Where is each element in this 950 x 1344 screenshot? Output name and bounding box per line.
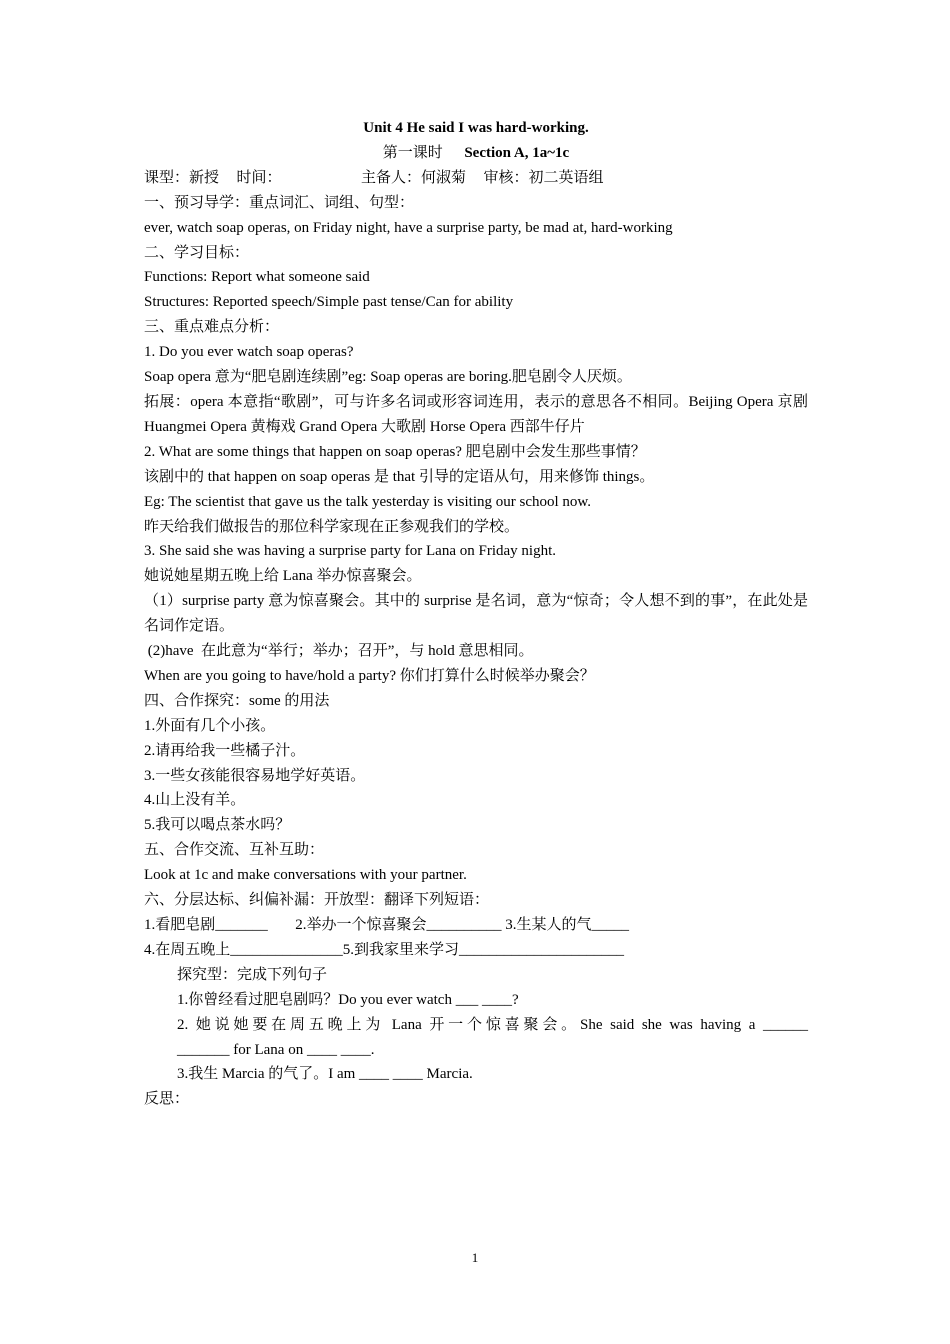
analysis-point-2-example-translation: 昨天给我们做报告的那位科学家现在正参观我们的学校。: [144, 518, 520, 535]
document-title: Unit 4 He said I was hard-working.: [363, 120, 589, 136]
lesson-type: 课型：新授: [144, 169, 220, 186]
section-label: Section A, 1a~1c: [464, 144, 570, 161]
section-heading-exchange: 五、合作交流、互补互助：: [144, 842, 325, 859]
inquiry-item-3: 3.我生 Marcia 的气了。I am ____ ____ Marcia.: [177, 1066, 473, 1083]
analysis-point-1: 1. Do you ever watch soap operas?: [144, 344, 354, 361]
inquiry-item-2-line-1: 2. 她说她要在周五晚上为 Lana 开一个惊喜聚会。She said she was having a ______: [177, 1016, 808, 1033]
explore-item-1: 1.外面有几个小孩。: [144, 717, 276, 734]
analysis-point-2-note: 该剧中的 that happen on soap operas 是 that 引导的定语从句，用来修饰 things。: [144, 468, 655, 485]
preview-items: ever, watch soap operas, on Friday night, have a surprise party, be mad at, hard-working: [144, 219, 673, 236]
analysis-point-2: 2. What are some things that happen on soap operas? 肥皂剧中会发生那些事情？: [144, 443, 646, 460]
inquiry-item-1: 1.你曾经看过肥皂剧吗？Do you ever watch ___ ____?: [177, 991, 519, 1008]
lesson-preparer: 主备人：何淑菊: [361, 169, 467, 186]
analysis-point-3-note-1: （1）surprise party 意为惊喜聚会。其中的 surprise 是名词，意为“惊奇；令人想不到的事”，在此处是名词作定语。: [144, 593, 808, 635]
analysis-point-3-note-2: (2)have 在此意为“举行；举办；召开”，与 hold 意思相同。: [144, 643, 534, 660]
inquiry-heading: 探究型：完成下列句子: [177, 966, 328, 983]
section-heading-practice: 六、分层达标、纠偏补漏：开放型：翻译下列短语：: [144, 892, 490, 909]
phrase-item-5: 5.到我家里来学习______________________: [342, 941, 625, 958]
goal-structures: Structures: Reported speech/Simple past tense/Can for ability: [144, 294, 514, 311]
explore-item-3: 3.一些女孩能很容易地学好英语。: [144, 767, 366, 784]
phrase-item-1: 1.看肥皂剧_______: [144, 917, 268, 933]
analysis-point-3-translation: 她说她星期五晚上给 Lana 举办惊喜聚会。: [144, 568, 422, 585]
page-number: 1: [471, 1250, 479, 1265]
phrase-item-4: 4.在周五晚上_______________: [144, 941, 343, 958]
explore-item-4: 4.山上没有羊。: [144, 792, 246, 809]
inquiry-item-2-line-2: _______ for Lana on ____ ____.: [177, 1041, 375, 1058]
section-heading-preview: 一、预习导学：重点词汇、词组、句型：: [144, 194, 415, 211]
phrase-row-1: [144, 913, 808, 938]
analysis-point-3-example: When are you going to have/hold a party? 你们打算什么时候举办聚会？: [144, 667, 595, 684]
phrase-items-2-3: 2.举办一个惊喜聚会__________ 3.生某人的气_____: [295, 917, 630, 933]
lesson-number: 第一课时: [382, 144, 443, 161]
document-body: [144, 116, 808, 1112]
explore-item-2: 2.请再给我一些橘子汁。: [144, 742, 306, 759]
lesson-meta: [144, 166, 808, 191]
phrase-row-2: [144, 938, 808, 963]
section-heading-goals: 二、学习目标：: [144, 244, 250, 261]
goal-functions: Functions: Report what someone said: [144, 269, 370, 286]
reflection-label: 反思：: [144, 1091, 190, 1108]
analysis-point-3: 3. She said she was having a surprise party for Lana on Friday night.: [144, 543, 556, 560]
exchange-task: Look at 1c and make conversations with your partner.: [144, 867, 467, 884]
lesson-reviewer: 审核：初二英语组: [483, 169, 604, 186]
lesson-time: 时间：: [236, 169, 282, 186]
analysis-point-2-example: Eg: The scientist that gave us the talk yesterday is visiting our school now.: [144, 493, 592, 510]
section-heading-analysis: 三、重点难点分析：: [144, 319, 280, 336]
lesson-subtitle: [144, 141, 808, 166]
analysis-point-1-note: Soap opera 意为“肥皂剧连续剧”eg: Soap operas are boring.肥皂剧令人厌烦。: [144, 369, 632, 386]
explore-item-5: 5.我可以喝点茶水吗？: [144, 817, 291, 834]
analysis-point-1-extension: 拓展：opera 本意指“歌剧”，可与许多名词或形容词连用，表示的意思各不相同。Beijing Opera 京剧 Huangmei Opera 黄梅戏 Grand Opera 大歌剧 Horse Opera 西部牛仔片: [144, 393, 808, 435]
section-heading-explore: 四、合作探究：some 的用法: [144, 692, 330, 709]
